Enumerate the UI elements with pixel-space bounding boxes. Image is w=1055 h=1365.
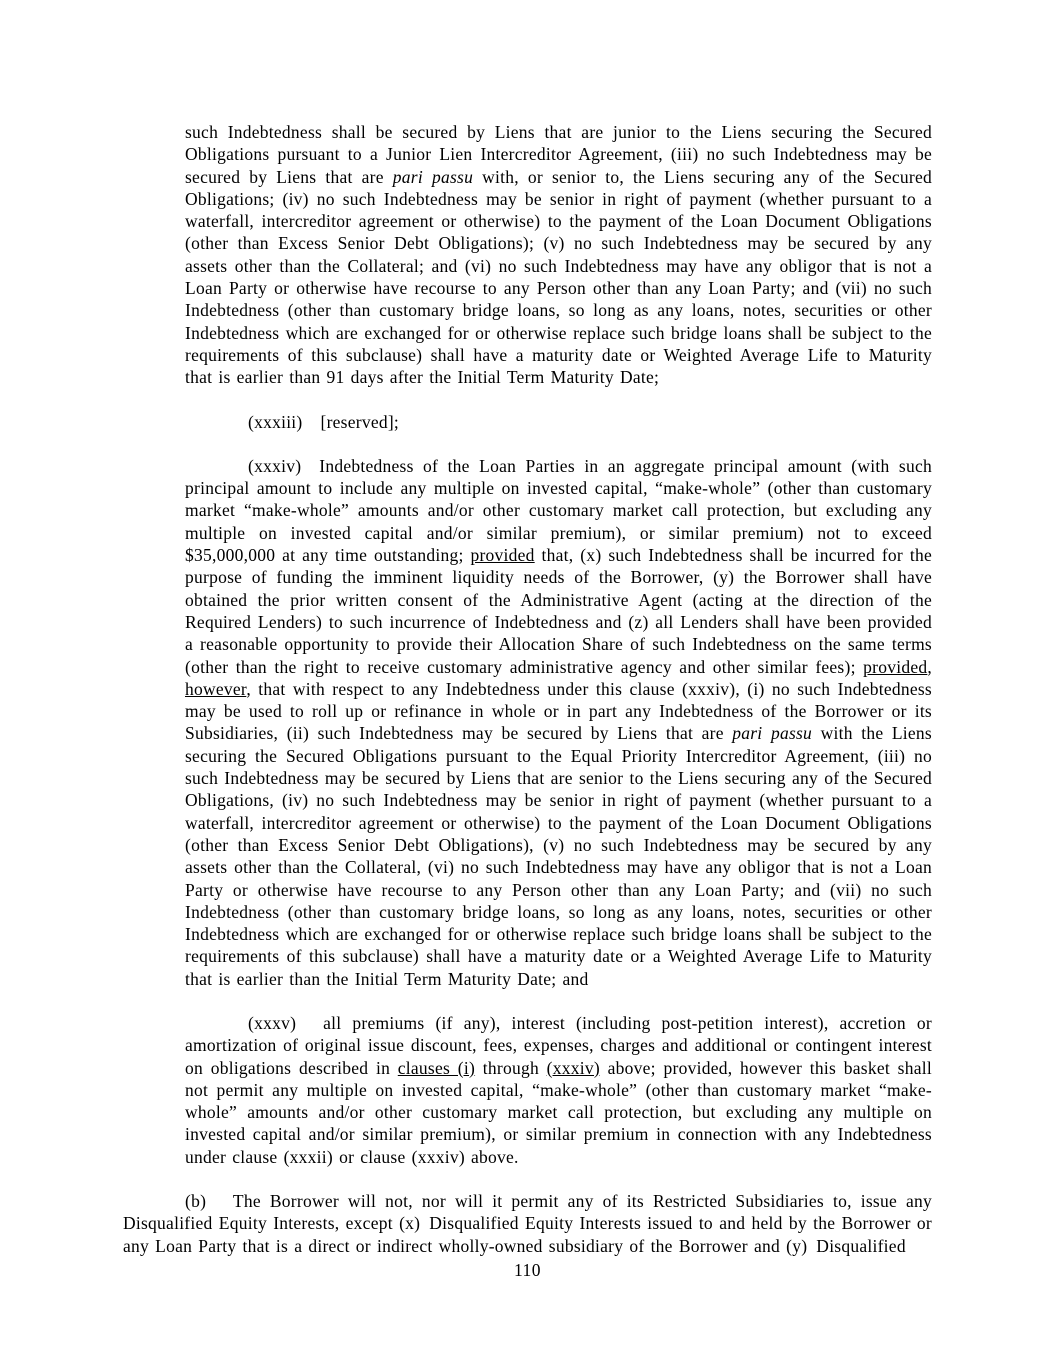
text-run: through [475, 1057, 547, 1078]
page-number: 110 [513, 1259, 542, 1280]
text-run: , that with respect to any Indebtedness under this clause (xxxiv), (i) no such Indebtedness may be used to roll up or refinance in whole or in part any Indebtedness of the Borrower or its Subsidiaries, (ii) such Indebtedness may be secured by Liens that are [185, 678, 932, 744]
text-run: (xxxiv) Indebtedness of the Loan Parties in an aggregate principal amount (with such principal amount to include any multiple on invested capital, “make-whole” (other than customary market “make-whole” amounts and/or other customary market call protection, but excluding any multiple on invested capital and/or similar premium), or similar premium) not to exceed $35,000,000 at any time outstanding; [185, 455, 932, 566]
text-run: above; provided, however this basket shall not permit any multiple on invested capital, “make-whole” (other than customary market “make-whole” amounts and/or other customary market call protection, but excluding any multiple on invested capital and/or similar premium), or similar premium in connection with any Indebtedness under clause (xxxii) or clause (xxxiv) above. [185, 1057, 932, 1167]
text-run: pari passu [732, 723, 813, 744]
text-run: pari passu [392, 166, 474, 187]
text-run: (b) The Borrower will not, nor will it permit any of its Restricted Subsidiaries to, issue any Disqualified Equity Interests, except (x) Disqualified Equity Interests issued to and held by the Borrower or any Loan Party that is a direct or indirect wholly-owned subsidiary of the Borrower and (y) Disqualified [123, 1191, 932, 1256]
text-run: with the Liens securing the Secured Obligations pursuant to the Equal Priority Intercreditor Agreement, (iii) no such Indebtedness may be secured by Liens that are senior to the Liens securing any of the Secured Obligations, (iv) no such Indebtedness may be senior in right of payment (whether pursuant to a waterfall, intercreditor agreement or otherwise) to the payment of the Loan Document Obligations (other than Excess Senior Debt Obligations), (v) no such Indebtedness may be secured by any assets other than the Collateral, (vi) no such Indebtedness may have any obligor that is not a Loan Party or otherwise have recourse to any Person other than any Loan Party; and (vii) no such Indebtedness (other than customary bridge loans, so long as any loans, notes, securities or other Indebtedness which are exchanged for or otherwise replace such bridge loans shall be subject to the requirements of this subclause) shall have a maturity date or a Weighted Average Life to Maturity that is earlier than the Initial Term Maturity Date; and [185, 723, 932, 989]
text-run: provided [470, 545, 535, 566]
paragraph-clause-xxxiii [185, 411, 932, 433]
text-run: , [927, 656, 932, 677]
text-run: provided [863, 656, 928, 677]
text-run: however [185, 678, 247, 699]
text-run: that, (x) such Indebtedness shall be incurred for the purpose of funding the imminent liquidity needs of the Borrower, (y) the Borrower shall have obtained the prior written consent of the Administrative Agent (acting at the direction of the Required Lenders) to such incurrence of Indebtedness and (z) all Lenders shall have been provided a reasonable opportunity to provide their Allocation Share of such Indebtedness on the same terms (other than the right to receive customary administrative agency and other similar fees); [185, 545, 932, 677]
paragraph-clause-xxxv [185, 1012, 932, 1168]
text-run: with, or senior to, the Liens securing any of the Secured Obligations; (iv) no such Indebtedness may be senior in right of payment (whether pursuant to a waterfall, intercreditor agreement or otherwise) to the payment of the Loan Document Obligations (other than Excess Senior Debt Obligations); (v) no such Indebtedness may be secured by any assets other than the Collateral; and (vi) no such Indebtedness may have any obligor that is not a Loan Party or otherwise have recourse to any Person other than any Loan Party; and (vii) no such Indebtedness (other than customary bridge loans, so long as any loans, notes, securities or other Indebtedness which are exchanged for or otherwise replace such bridge loans shall be subject to the requirements of this subclause) shall have a maturity date or Weighted Average Life to Maturity that is earlier than 91 days after the Initial Term Maturity Date; [185, 166, 932, 388]
indented-clause-block [185, 121, 932, 1168]
text-run: (xxxiv) [546, 1057, 600, 1078]
paragraph-clause-xxxii-continuation [185, 121, 932, 389]
text-run: (xxxiii) [reserved]; [248, 411, 400, 432]
text-run: clauses (i) [397, 1057, 476, 1078]
text-run: (xxxv) all premiums (if any), interest (including post-petition interest), accretion or amortization of original issue discount, fees, expenses, charges and additional or contingent interest on obligations described in [185, 1012, 932, 1078]
paragraph-clause-xxxiv [185, 455, 932, 990]
paragraph-b [123, 1190, 932, 1257]
text-run: such Indebtedness shall be secured by Liens that are junior to the Liens securing the Secured Obligations pursuant to a Junior Lien Intercreditor Agreement, (iii) no such Indebtedness may be secured by Liens that are [185, 122, 932, 187]
